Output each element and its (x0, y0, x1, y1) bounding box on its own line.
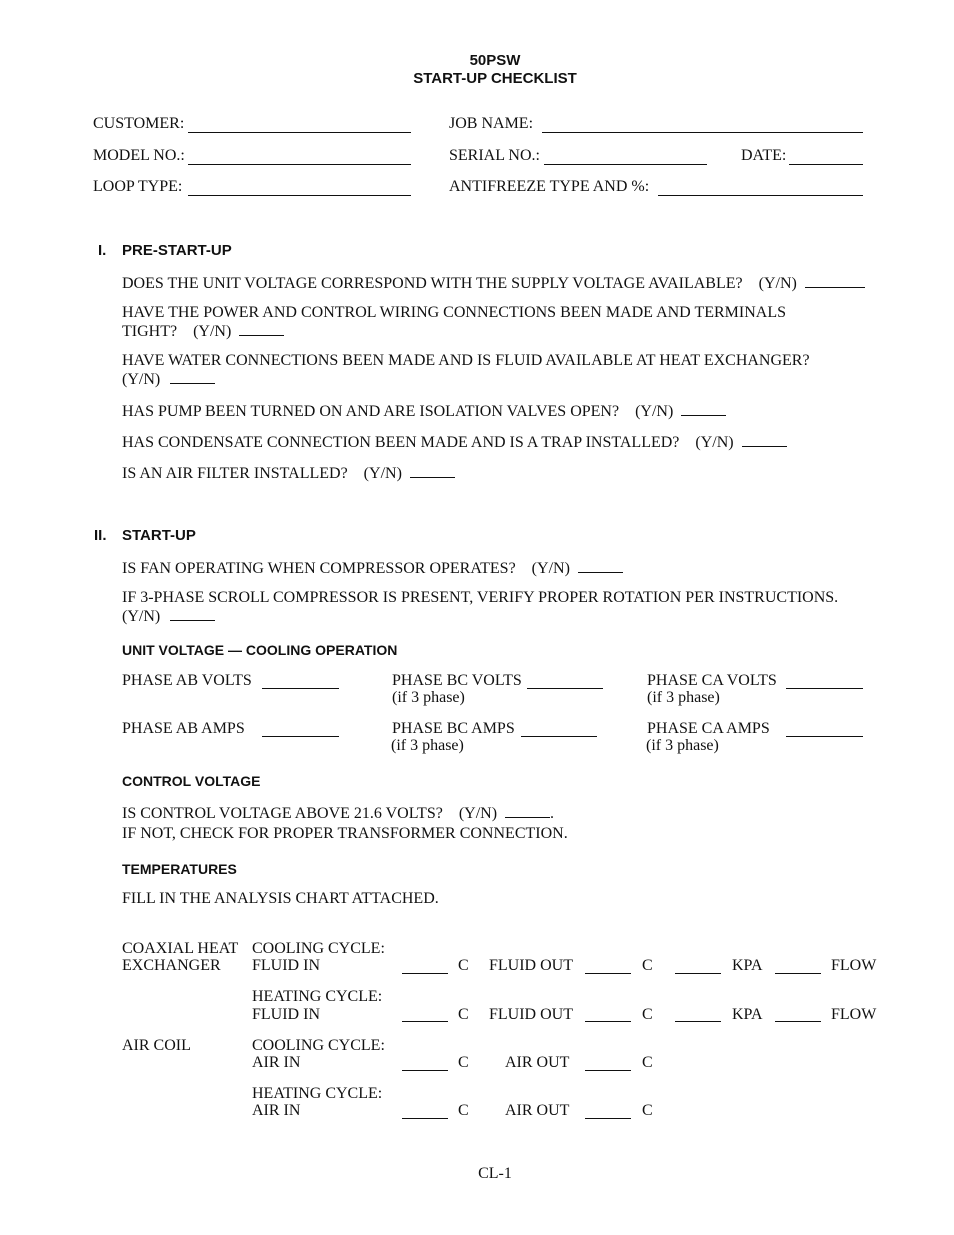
job-name-label: JOB NAME: (449, 115, 534, 132)
phase-ca-volts-field[interactable] (786, 688, 863, 689)
coax-cooling-fluid-in-label: FLUID IN (252, 957, 320, 974)
air-cooling-air-out-field[interactable] (585, 1070, 631, 1071)
pre-q6-answer[interactable] (410, 463, 455, 478)
control-q1-text: IS CONTROL VOLTAGE ABOVE 21.6 VOLTS? (Y/N) (122, 805, 498, 822)
pre-q3-answer[interactable] (170, 369, 215, 384)
pre-q6 (122, 463, 455, 483)
control-q1-answer[interactable] (505, 803, 550, 818)
coaxial-label-1: COAXIAL HEAT (122, 940, 239, 957)
pre-q2-text: TIGHT? (Y/N) (122, 323, 232, 340)
page-number: CL-1 (478, 1165, 512, 1182)
pre-q5 (122, 432, 787, 452)
pre-q2-answer[interactable] (239, 321, 284, 336)
section-2-number: II. (94, 527, 107, 544)
pre-q2-line2 (122, 321, 284, 341)
serial-no-field[interactable] (544, 164, 707, 165)
coax-heating-flow-label: FLOW (831, 1006, 877, 1023)
coax-heating-kpa-field[interactable] (675, 1021, 721, 1022)
air-heating-air-out-field[interactable] (585, 1118, 631, 1119)
phase-bc-volts-label: PHASE BC VOLTS (392, 672, 522, 689)
start-q1-text: IS FAN OPERATING WHEN COMPRESSOR OPERATES? (Y/N) (122, 560, 570, 577)
form-model: 50PSW (469, 52, 521, 69)
pre-q1-text: DOES THE UNIT VOLTAGE CORRESPOND WITH THE SUPPLY VOLTAGE AVAILABLE? (Y/N) (122, 275, 797, 292)
start-q2-line2 (122, 606, 215, 626)
form-title: START-UP CHECKLIST (413, 70, 577, 87)
serial-no-label: SERIAL NO.: (449, 147, 540, 164)
phase-ca-amps-field[interactable] (786, 736, 863, 737)
date-label: DATE: (741, 147, 787, 164)
pre-q4-answer[interactable] (681, 401, 726, 416)
coax-heating-fluid-in-unit: C (458, 1006, 469, 1023)
coax-cooling-fluid-in-field[interactable] (402, 973, 448, 974)
pre-q3-line2 (122, 369, 215, 389)
start-q1-answer[interactable] (578, 558, 623, 573)
air-heating-air-in-label: AIR IN (252, 1102, 301, 1119)
coaxial-label-2: EXCHANGER (122, 957, 221, 974)
start-q1 (122, 558, 623, 578)
coax-cooling-fluid-out-unit: C (642, 957, 653, 974)
pre-q1 (122, 273, 865, 293)
antifreeze-label: ANTIFREEZE TYPE AND %: (449, 178, 650, 195)
phase-bc-volts-field[interactable] (527, 688, 603, 689)
phase-bc-volts-note: (if 3 phase) (392, 689, 465, 706)
pre-q6-text: IS AN AIR FILTER INSTALLED? (Y/N) (122, 465, 402, 482)
date-field[interactable] (789, 164, 863, 165)
pre-q1-answer[interactable] (805, 273, 865, 288)
pre-q5-text: HAS CONDENSATE CONNECTION BEEN MADE AND IS A TRAP INSTALLED? (Y/N) (122, 434, 734, 451)
coax-heating-fluid-in-field[interactable] (402, 1021, 448, 1022)
pre-q3-text: (Y/N) (122, 371, 161, 388)
coax-heating-fluid-out-unit: C (642, 1006, 653, 1023)
pre-q2-line1: HAVE THE POWER AND CONTROL WIRING CONNECTIONS BEEN MADE AND TERMINALS (122, 304, 786, 321)
pre-q4-text: HAS PUMP BEEN TURNED ON AND ARE ISOLATION VALVES OPEN? (Y/N) (122, 403, 674, 420)
job-name-field[interactable] (542, 132, 863, 133)
coax-cooling-flow-field[interactable] (775, 973, 821, 974)
unit-voltage-heading: UNIT VOLTAGE — COOLING OPERATION (122, 642, 398, 658)
coax-cooling-cycle-label: COOLING CYCLE: (252, 940, 385, 957)
loop-type-field[interactable] (188, 195, 411, 196)
section-1-number: I. (98, 242, 107, 259)
control-q1 (122, 803, 554, 823)
section-1-title: PRE-START-UP (122, 242, 232, 259)
air-cooling-air-out-unit: C (642, 1054, 653, 1071)
pre-q5-answer[interactable] (742, 432, 787, 447)
coax-cooling-fluid-out-field[interactable] (585, 973, 631, 974)
air-heating-air-in-field[interactable] (402, 1118, 448, 1119)
temperatures-heading: TEMPERATURES (122, 861, 237, 877)
phase-bc-amps-field[interactable] (521, 736, 597, 737)
phase-ab-volts-label: PHASE AB VOLTS (122, 672, 252, 689)
coax-heating-fluid-out-field[interactable] (585, 1021, 631, 1022)
air-cooling-air-out-label: AIR OUT (505, 1054, 570, 1071)
phase-ca-amps-note: (if 3 phase) (646, 737, 719, 754)
phase-ca-amps-label: PHASE CA AMPS (647, 720, 770, 737)
antifreeze-field[interactable] (658, 195, 863, 196)
phase-bc-amps-label: PHASE BC AMPS (392, 720, 515, 737)
pre-q4 (122, 401, 726, 421)
coax-cooling-kpa-field[interactable] (675, 973, 721, 974)
phase-ab-amps-field[interactable] (262, 736, 339, 737)
air-cooling-air-in-label: AIR IN (252, 1054, 301, 1071)
model-no-label: MODEL NO.: (93, 147, 185, 164)
customer-field[interactable] (188, 132, 411, 133)
control-q1-period: . (550, 805, 555, 822)
air-cooling-cycle-label: COOLING CYCLE: (252, 1037, 385, 1054)
coax-heating-fluid-in-label: FLUID IN (252, 1006, 320, 1023)
air-coil-label: AIR COIL (122, 1037, 191, 1054)
start-q2-answer[interactable] (170, 606, 215, 621)
temperatures-note: FILL IN THE ANALYSIS CHART ATTACHED. (122, 890, 439, 907)
phase-bc-amps-note: (if 3 phase) (391, 737, 464, 754)
air-heating-air-in-unit: C (458, 1102, 469, 1119)
air-cooling-air-in-field[interactable] (402, 1070, 448, 1071)
coax-heating-cycle-label: HEATING CYCLE: (252, 988, 383, 1005)
coax-heating-flow-field[interactable] (775, 1021, 821, 1022)
section-2-title: START-UP (122, 527, 196, 544)
air-heating-cycle-label: HEATING CYCLE: (252, 1085, 383, 1102)
coax-cooling-flow-label: FLOW (831, 957, 877, 974)
model-no-field[interactable] (188, 164, 411, 165)
start-q2-line1: IF 3-PHASE SCROLL COMPRESSOR IS PRESENT, VERIFY PROPER ROTATION PER INSTRUCTIONS. (122, 589, 839, 606)
air-heating-air-out-unit: C (642, 1102, 653, 1119)
customer-label: CUSTOMER: (93, 115, 185, 132)
phase-ab-amps-label: PHASE AB AMPS (122, 720, 245, 737)
control-q2: IF NOT, CHECK FOR PROPER TRANSFORMER CONNECTION. (122, 825, 568, 842)
air-heating-air-out-label: AIR OUT (505, 1102, 570, 1119)
coax-cooling-fluid-out-label: FLUID OUT (489, 957, 573, 974)
coax-heating-kpa-label: KPA (732, 1006, 763, 1023)
coax-heating-fluid-out-label: FLUID OUT (489, 1006, 573, 1023)
air-cooling-air-in-unit: C (458, 1054, 469, 1071)
phase-ca-volts-note: (if 3 phase) (647, 689, 720, 706)
start-q2-text: (Y/N) (122, 608, 161, 625)
control-voltage-heading: CONTROL VOLTAGE (122, 773, 261, 789)
phase-ca-volts-label: PHASE CA VOLTS (647, 672, 777, 689)
phase-ab-volts-field[interactable] (262, 688, 339, 689)
pre-q3-line1: HAVE WATER CONNECTIONS BEEN MADE AND IS FLUID AVAILABLE AT HEAT EXCHANGER? (122, 352, 810, 369)
loop-type-label: LOOP TYPE: (93, 178, 183, 195)
coax-cooling-fluid-in-unit: C (458, 957, 469, 974)
coax-cooling-kpa-label: KPA (732, 957, 763, 974)
